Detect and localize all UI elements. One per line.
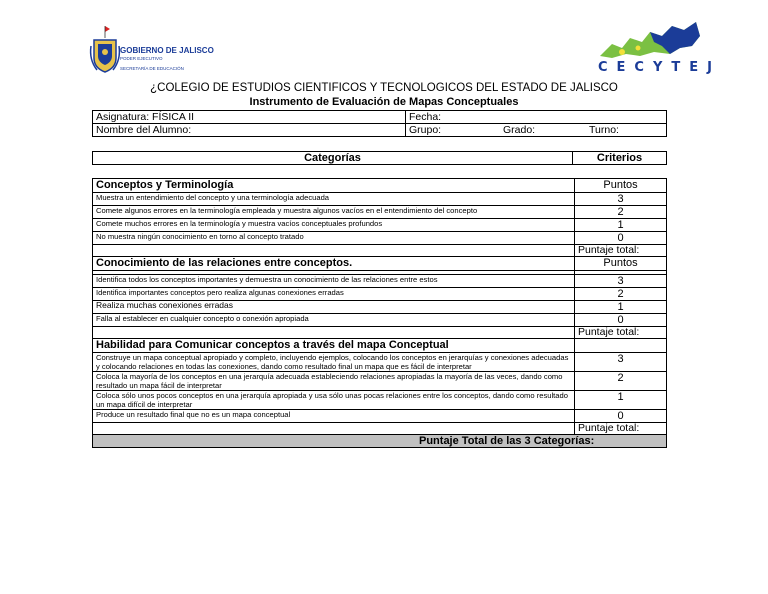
- table-row: [93, 219, 667, 232]
- subtotal-row: [93, 245, 667, 257]
- student-info-table: [92, 110, 667, 137]
- criterion-points: 1: [575, 219, 667, 232]
- subtotal-row: [93, 423, 667, 435]
- subtotal-label: Puntaje total:: [575, 423, 667, 435]
- criterion-text: Comete muchos errores en la terminología y muestra vacíos conceptuales profundos: [93, 219, 575, 232]
- subtotal-label: Puntaje total:: [575, 327, 667, 339]
- table-row: [93, 301, 667, 314]
- categorias-header: Categorías: [93, 152, 573, 165]
- table-row: [93, 314, 667, 327]
- criterion-points: 0: [575, 410, 667, 423]
- asignatura-field: Asignatura: FÍSICA II: [93, 111, 406, 124]
- columns-header: [92, 151, 667, 165]
- criterion-text: Identifica todos los conceptos importantes y demuestra un conocimiento de las relaciones entre estos: [93, 275, 575, 288]
- criterion-points: 1: [575, 301, 667, 314]
- section-header: [93, 257, 667, 271]
- criterion-points: 3: [575, 353, 667, 372]
- table-row: [93, 391, 667, 410]
- cecytej-wordmark: CECYTEJ: [598, 60, 721, 75]
- rubric-table: [92, 178, 667, 448]
- criterion-points: 0: [575, 314, 667, 327]
- criterion-text: Falla al establecer en cualquier concepto o conexión apropiada: [93, 314, 575, 327]
- turno-field: Turno:: [586, 124, 667, 137]
- gobierno-title: GOBIERNO DE JALISCO: [120, 46, 214, 55]
- coat-of-arms-icon: [88, 22, 122, 80]
- table-row: [93, 353, 667, 372]
- table-row: [93, 410, 667, 423]
- criterion-text: Coloca la mayoría de los conceptos en una jerarquía adecuada estableciendo relaciones apropiadas la mayoría de las veces, dando como resultado un mapa fácil de interpretar: [93, 372, 575, 391]
- table-row: [93, 288, 667, 301]
- criterion-text: Coloca sólo unos pocos conceptos en una jerarquía apropiada y usa sólo unas pocas relaciones entre los conceptos, dando como resultado un mapa difícil de interpretar: [93, 391, 575, 410]
- section-title: Conocimiento de las relaciones entre conceptos.: [93, 257, 575, 271]
- points-header: Puntos: [575, 179, 667, 193]
- criterion-points: 3: [575, 193, 667, 206]
- jalisco-map-icon: [592, 18, 704, 60]
- table-row: [93, 193, 667, 206]
- institution-title: ¿COLEGIO DE ESTUDIOS CIENTIFICOS Y TECNOLOGICOS DEL ESTADO DE JALISCO: [150, 82, 618, 94]
- criterion-text: Muestra un entendimiento del concepto y una terminología adecuada: [93, 193, 575, 206]
- criterion-points: 1: [575, 391, 667, 410]
- gobierno-secretaria: SECRETARÍA DE EDUCACIÓN: [120, 66, 184, 71]
- table-row: [93, 275, 667, 288]
- criterion-text: Identifica importantes conceptos pero realiza algunas conexiones erradas: [93, 288, 575, 301]
- criterion-points: 2: [575, 288, 667, 301]
- table-row: [93, 372, 667, 391]
- table-row: [93, 206, 667, 219]
- criterion-text: No muestra ningún conocimiento en torno al concepto tratado: [93, 232, 575, 245]
- criterion-text: Realiza muchas conexiones erradas: [93, 301, 575, 314]
- section-title: Habilidad para Comunicar conceptos a través del mapa Conceptual: [93, 339, 575, 353]
- subtotal-row: [93, 327, 667, 339]
- criterion-points: 0: [575, 232, 667, 245]
- criterion-text: Construye un mapa conceptual apropiado y completo, incluyendo ejemplos, colocando los conceptos en jerarquías y conexiones adecuadas y colocando relaciones en todas las conexiones, dando como resultado final un mapa que es fácil de interpretar: [93, 353, 575, 372]
- criterion-text: Comete algunos errores en la terminología empleada y muestra algunos vacíos en el entendimiento del concepto: [93, 206, 575, 219]
- section-header: [93, 339, 667, 353]
- criterion-points: 2: [575, 206, 667, 219]
- document-title: Instrumento de Evaluación de Mapas Conceptuales: [249, 96, 519, 108]
- grand-total-row: [93, 435, 667, 448]
- points-header: Puntos: [575, 257, 667, 271]
- criterion-points: 3: [575, 275, 667, 288]
- grado-field: Grado:: [500, 124, 586, 137]
- nombre-field: Nombre del Alumno:: [93, 124, 406, 137]
- fecha-field: Fecha:: [406, 111, 667, 124]
- subtotal-label: Puntaje total:: [575, 245, 667, 257]
- section-header: [93, 179, 667, 193]
- grand-total-label: Puntaje Total de las 3 Categorías:: [93, 435, 667, 448]
- gobierno-subtitle: PODER EJECUTIVO: [120, 56, 163, 61]
- criterion-text: Produce un resultado final que no es un mapa conceptual: [93, 410, 575, 423]
- section-title: Conceptos y Terminología: [93, 179, 575, 193]
- table-row: [93, 232, 667, 245]
- criterios-header: Criterios: [573, 152, 667, 165]
- grupo-field: Grupo:: [406, 124, 501, 137]
- criterion-points: 2: [575, 372, 667, 391]
